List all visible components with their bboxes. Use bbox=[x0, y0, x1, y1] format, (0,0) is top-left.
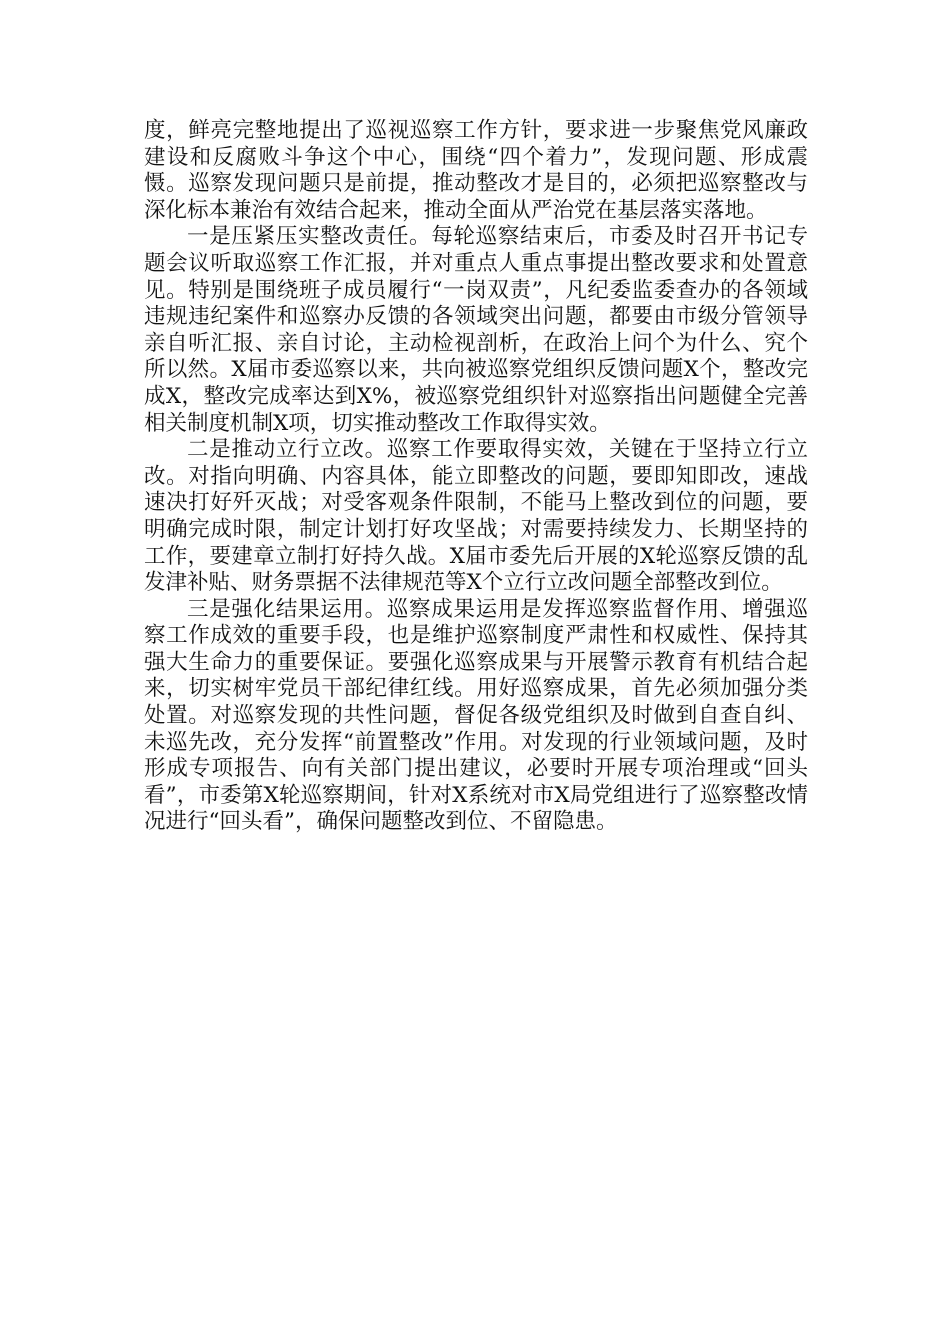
document-body bbox=[144, 118, 808, 836]
paragraph-immediate-rectification: 二是推动立行立改。巡察工作要取得实效，关键在于坚持立行立改。对指向明确、内容具体，能立即整改的问题，要即知即改，速战速决打好歼灭战；对受客观条件限制，不能马上整改到位的问题，要明确完成时限，制定计划打好攻坚战；对需要持续发力、长期坚持的工作，要建章立制打好持久战。X届市委先后开展的X轮巡察反馈的乱发津补贴、财务票据不法律规范等X个立行立改问题全部整改到位。 bbox=[144, 437, 808, 596]
paragraph-rectification-responsibility: 一是压紧压实整改责任。每轮巡察结束后，市委及时召开书记专题会议听取巡察工作汇报，并对重点人重点事提出整改要求和处置意见。特别是围绕班子成员履行“一岗双责”，凡纪委监委查办的各领域违规违纪案件和巡察办反馈的各领域突出问题，都要由市级分管领导亲自听汇报、亲自讨论，主动检视剖析，在政治上问个为什么、究个所以然。X届市委巡察以来，共向被巡察党组织反馈问题X个，整改完成X，整改完成率达到X%，被巡察党组织针对巡察指出问题健全完善相关制度机制X项，切实推动整改工作取得实效。 bbox=[144, 224, 808, 436]
paragraph-result-application: 三是强化结果运用。巡察成果运用是发挥巡察监督作用、增强巡察工作成效的重要手段，也是维护巡察制度严肃性和权威性、保持其强大生命力的重要保证。要强化巡察成果与开展警示教育有机结合起来，切实树牢党员干部纪律红线。用好巡察成果，首先必须加强分类处置。对巡察发现的共性问题，督促各级党组织及时做到自查自纠、未巡先改，充分发挥“前置整改”作用。对发现的行业领域问题，及时形成专项报告、向有关部门提出建议，必要时开展专项治理或“回头看”，市委第X轮巡察期间，针对X系统对市X局党组进行了巡察整改情况进行“回头看”，确保问题整改到位、不留隐患。 bbox=[144, 596, 808, 835]
paragraph-continuation: 度，鲜亮完整地提出了巡视巡察工作方针，要求进一步聚焦党风廉政建设和反腐败斗争这个中心，围绕“四个着力”，发现问题、形成震慑。巡察发现问题只是前提，推动整改才是目的，必须把巡察整改与深化标本兼治有效结合起来，推动全面从严治党在基层落实落地。 bbox=[144, 118, 808, 223]
